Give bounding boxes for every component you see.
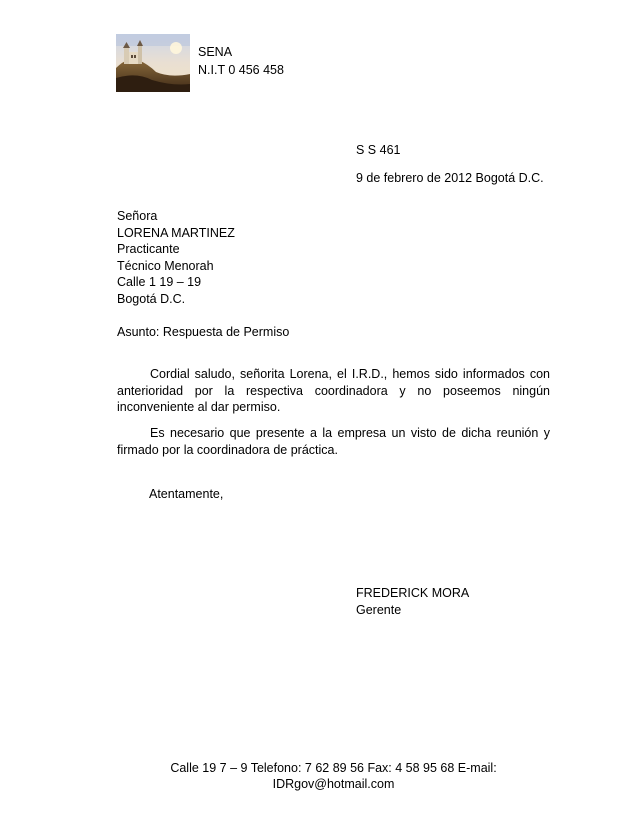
footer-contact-line: Calle 19 7 – 9 Telefono: 7 62 89 56 Fax: 4 58 95 68 E-mail:: [170, 761, 497, 775]
letter-date: 9 de febrero de 2012 Bogotá D.C.: [356, 171, 544, 185]
body-paragraph-1-text: Cordial saludo, señorita Lorena, el I.R.D., hemos sido informados con anterioridad por la respectiva coordinadora y no poseemos ningún inconveniente al dar permiso.: [117, 367, 550, 414]
body-paragraph-2: [117, 425, 550, 458]
addressee-city: Bogotá D.C.: [117, 291, 186, 306]
addressee-company: Técnico Menorah: [117, 258, 214, 273]
addressee-role: Practicante: [117, 242, 180, 256]
body-paragraph-2-text: Es necesario que presente a la empresa un visto de dicha reunión y firmado por la coordinadora de práctica.: [117, 426, 550, 457]
addressee-name: LORENA MARTINEZ: [117, 225, 235, 240]
footer-email: IDRgov@hotmail.com: [272, 777, 395, 791]
reference-block: [356, 142, 544, 186]
letterhead-text: [198, 43, 284, 79]
signer-name: FREDERICK MORA: [356, 586, 470, 600]
addressee-block: [117, 208, 235, 307]
letterhead-logo-image: [116, 34, 190, 92]
letter-closing: Atentamente,: [149, 487, 224, 501]
organization-name: SENA: [198, 45, 233, 59]
organization-nit: N.I.T 0 456 458: [198, 63, 284, 77]
body-paragraph-1: [117, 366, 550, 416]
addressee-address: Calle 1 19 – 19: [117, 275, 202, 289]
signer-title: Gerente: [356, 602, 402, 617]
letter-subject: Asunto: Respuesta de Permiso: [117, 325, 290, 339]
addressee-salutation: Señora: [117, 209, 158, 223]
reference-code: S S 461: [356, 143, 401, 157]
signature-block: [356, 585, 469, 618]
letter-footer: [117, 760, 550, 792]
landscape-castle-icon: [116, 34, 190, 92]
